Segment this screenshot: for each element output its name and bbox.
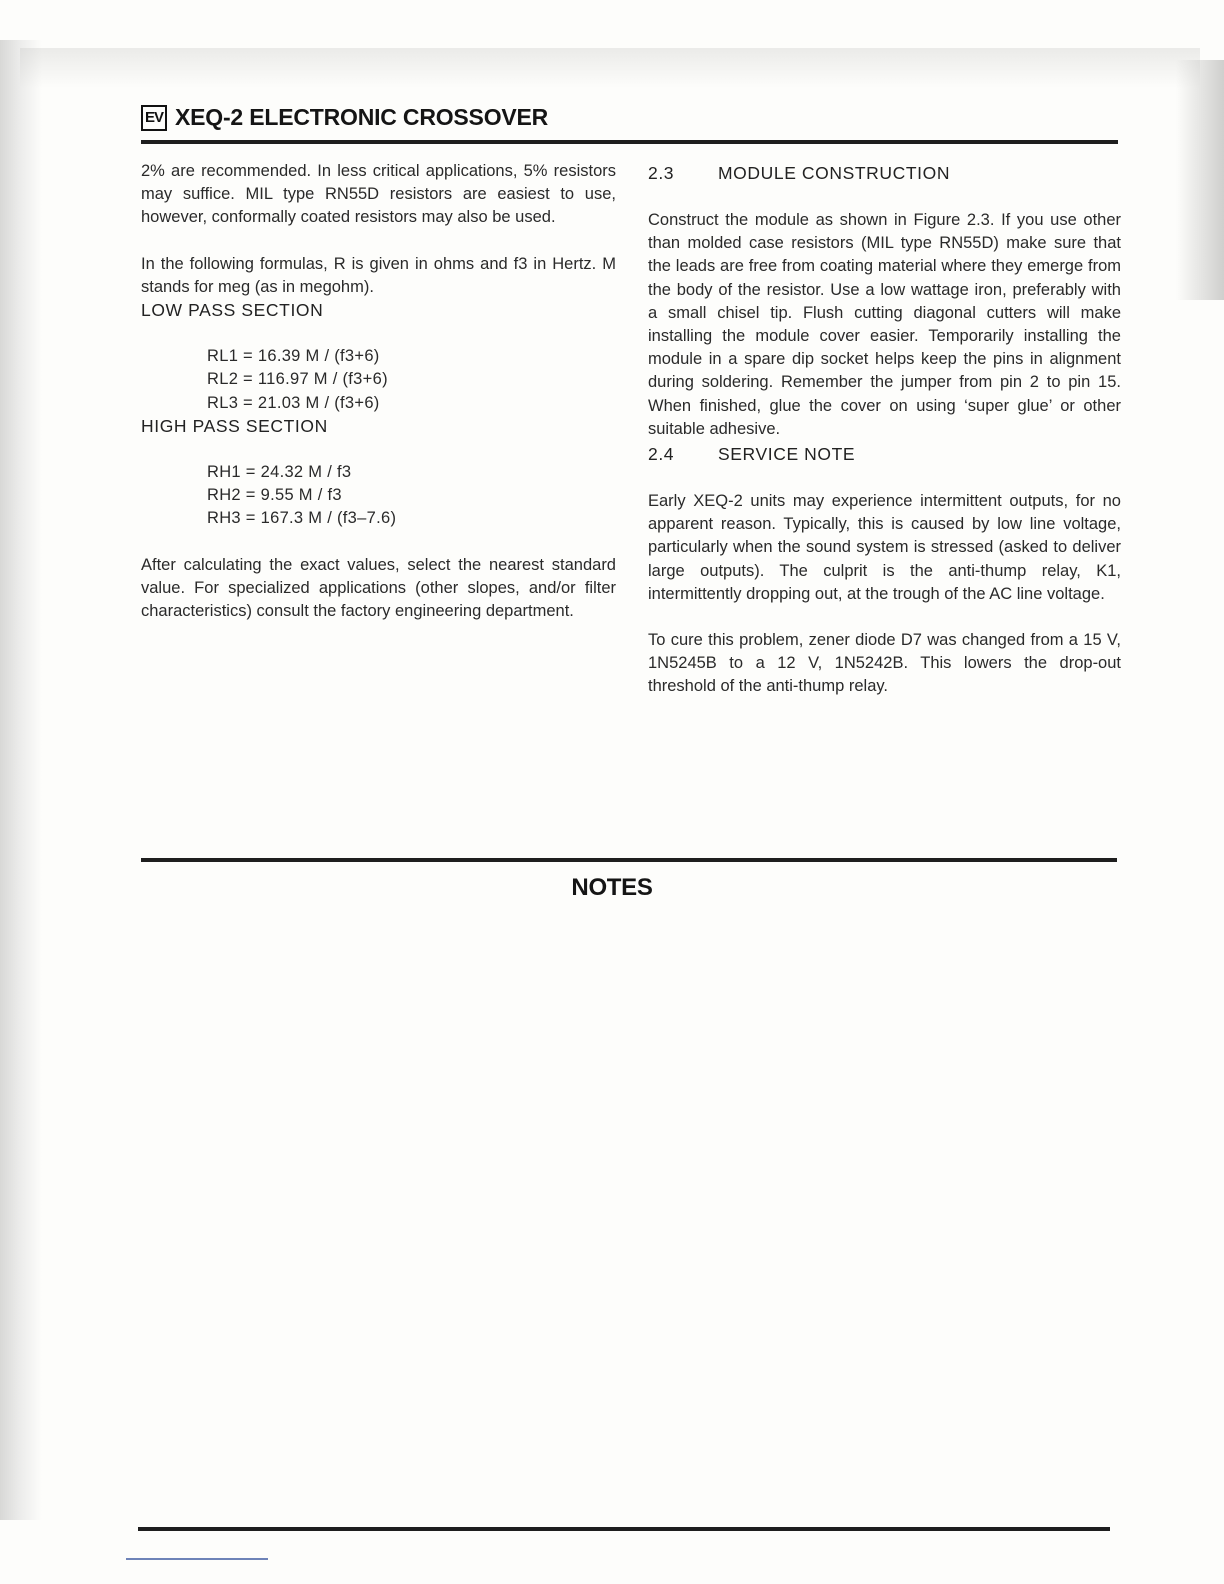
right-column (648, 160, 1121, 699)
low-pass-formulas (141, 345, 616, 415)
left-column (141, 160, 616, 623)
scan-shadow-top (20, 48, 1200, 88)
high-pass-heading: HIGH PASS SECTION (141, 415, 328, 436)
document-title: XEQ-2 ELECTRONIC CROSSOVER (175, 104, 549, 130)
scan-shadow-right (1176, 60, 1224, 300)
page-header (141, 104, 548, 131)
section-heading-2-3 (648, 160, 1121, 186)
formula-rh2: RH2 = 9.55 M / f3 (207, 486, 342, 505)
section-number: 2.4 (648, 444, 675, 465)
low-pass-heading: LOW PASS SECTION (141, 300, 324, 321)
resistor-tolerance-paragraph: 2% are recommended. In less critical applications, 5% resistors may suffice. MIL type RN55D resistors are easiest to use, however, conformally coated resistors may also be used. (141, 162, 616, 227)
module-construction-paragraph: Construct the module as shown in Figure 2.3. If you use other than molded case resistors (MIL type RN55D) make sure that the leads are free from coating material where they emerge from the body of the resistor. Use a low wattage iron, preferably with a small chisel tip. Flush cutting diagonal cutters will make installing the module cover easier. Temporarily installing the module in a spare dip socket helps keep the pins in alignment during soldering. Remember the jumper from pin 2 to pin 15. When finished, glue the cover on using ‘super glue’ or other suitable adhesive. (648, 211, 1121, 438)
formula-rh1: RH1 = 24.32 M / f3 (207, 463, 352, 482)
high-pass-formulas (141, 461, 616, 531)
section-title: SERVICE NOTE (718, 444, 856, 465)
formula-rl3: RL3 = 21.03 M / (f3+6) (207, 393, 380, 412)
section-number: 2.3 (648, 163, 675, 183)
formula-rh3: RH3 = 167.3 M / (f3–7.6) (207, 509, 397, 528)
ev-logo: EV (141, 105, 167, 131)
bottom-rule (138, 1527, 1110, 1531)
formula-intro-paragraph: In the following formulas, R is given in ohms and f3 in Hertz. M stands for meg (as in megohm). (141, 254, 616, 296)
notes-heading: NOTES (571, 874, 653, 901)
scan-shadow-left (0, 40, 42, 1520)
standard-value-paragraph: After calculating the exact values, select the nearest standard value. For specialized applications (other slopes, and/or filter characteristics) consult the factory engineering department. (141, 555, 616, 621)
service-note-paragraph-1: Early XEQ-2 units may experience intermittent outputs, for no apparent reason. Typically, this is caused by low line voltage, particularly when the sound system is stressed (asked to deliver large outputs). The culprit is the anti-thump relay, K1, intermittently dropping out, at the trough of the AC line voltage. (648, 492, 1121, 603)
header-rule (141, 140, 1118, 144)
footer-line (126, 1558, 268, 1560)
notes-rule (141, 858, 1117, 862)
formula-rl1: RL1 = 16.39 M / (f3+6) (207, 347, 380, 366)
service-note-paragraph-2: To cure this problem, zener diode D7 was changed from a 15 V, 1N5245B to a 12 V, 1N5242B. This lowers the drop-out threshold of the anti-thump relay. (648, 631, 1121, 696)
section-title: MODULE CONSTRUCTION (718, 163, 951, 183)
section-heading-2-4 (648, 441, 1121, 467)
formula-rl2: RL2 = 116.97 M / (f3+6) (207, 370, 388, 389)
